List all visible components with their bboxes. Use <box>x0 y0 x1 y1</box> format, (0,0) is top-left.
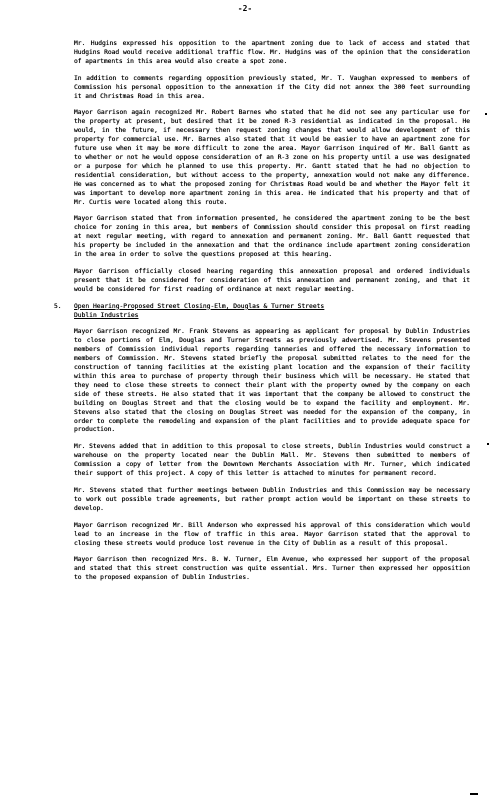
paragraph: Mayor Garrison recognized Mr. Frank Stevens as appearing as applicant for proposal by Dublin Industries to close portions of Elm, Douglas and Turner Streets as previously advertised. Mr. Stevens presented members of Commission individual reports regarding tanneries and offered the necessary information to members of Commission. Mr. Stevens stated briefly the proposal submitted relates to the need for the construction of tanning facilities at the existing plant location and the expansion of their facility within this area to purchase of property through their business which will be necessary. He stated that they need to close these streets to connect their plant with the property owned by the company on each side of these streets. He also stated that it was important that the company be allowed to construct the building on Douglas Street and that the closing would be to expand the facility and employment. Mr. Stevens also stated that the closing on Douglas Street was needed for the expansion of the company, in order to complete the remodeling and expansion of the plant facilities and to provide adequate space for production. <box>74 328 470 434</box>
paragraph: Mayor Garrison officially closed hearing regarding this annexation proposal and ordered individuals present that it be considered for consideration of this annexation and permanent zoning, and that it would be considered for first reading of ordinance at next regular meeting. <box>74 267 470 293</box>
agenda-item-title <box>74 303 470 321</box>
agenda-item-number: 5. <box>54 302 62 310</box>
paragraph: Mayor Garrison recognized Mr. Bill Anderson who expressed his approval of this consideration which would lead to an increase in the flow of traffic in this area. Mayor Garrison stated that the approval to closing these streets would produce lost revenue in the City of Dublin as a result of this proposal. <box>74 521 470 547</box>
scan-speck <box>470 793 478 795</box>
paragraph: Mayor Garrison then recognized Mrs. B. W. Turner, Elm Avenue, who expressed her support of the proposal and stated that this street construction was quite essential. Mrs. Turner then expressed her opposition to the proposed expansion of Dublin Industries. <box>74 556 470 582</box>
agenda-item-heading <box>54 302 470 321</box>
paragraph: Mr. Hudgins expressed his opposition to the apartment zoning due to lack of access and stated that Hudgins Road would receive additional traffic flow. Mr. Hudgins was of the opinion that the consideration of apartments in this area would also create a spot zone. <box>74 40 470 65</box>
paragraph: Mr. Stevens stated that further meetings between Dublin Industries and this Commission may be necessary to work out possible trade agreements, but rather prompt action would be important on these streets to develop. <box>74 486 470 512</box>
page-number: -2- <box>237 4 253 13</box>
agenda-item-title-line: Dublin Industries <box>74 311 139 319</box>
scan-speck <box>485 113 487 115</box>
paragraph: Mr. Stevens added that in addition to this proposal to close streets, Dublin Industries would construct a warehouse on the property located near the Dublin Mall. Mr. Stevens then submitted to members of Commission a copy of letter from the Downtown Merchants Association with Mr. Turner, which indicated their support of this project. A copy of this letter is attached to minutes for permanent record. <box>74 443 470 478</box>
agenda-item-title-line: Open Hearing-Proposed Street Closing-Elm, Douglas & Turner Streets <box>74 302 325 310</box>
scan-speck <box>487 443 489 445</box>
paragraph: Mayor Garrison stated that from information presented, he considered the apartment zoning to be the best choice for zoning in this area, but members of Commission should consider this proposal on first reading at next regular meeting, with regard to annexation and permanent zoning. Mr. Ball Gantt requested that his property be included in the annexation and that the ordinance include apartment zoning consideration in the area in order to solve the questions proposed at this hearing. <box>74 215 470 259</box>
paragraph: In addition to comments regarding opposition previously stated, Mr. T. Vaughan expressed to members of Commission his personal opposition to the annexation if the City did not annex the 300 feet surrounding it and Christmas Road in this area. <box>74 74 470 100</box>
paragraph: Mayor Garrison again recognized Mr. Robert Barnes who stated that he did not see any particular use for the property at present, but desired that it be zoned R-3 residential as indicated in the proposal. He would, in the future, if necessary then request zoning changes that would allow development of this property for commercial use. Mr. Barnes also stated that it would be easier to have an apartment zone for future use when it may be more difficult to zone the area. Mayor Garrison inquired of Mr. Ball Gantt as to whether or not he would oppose consideration of an R-3 zone on his property until a use was designated or a purpose for which he planned to use this property. Mr. Gantt stated that he had no objection to residential consideration, but without access to the property, annexation would not make any difference. He was concerned as to what the proposed zoning for Christmas Road would be and whether the Mayor felt it was important to develop more apartment zoning in this area. He indicated that his property and that of Mr. Curtis were located along this route. <box>74 109 470 206</box>
